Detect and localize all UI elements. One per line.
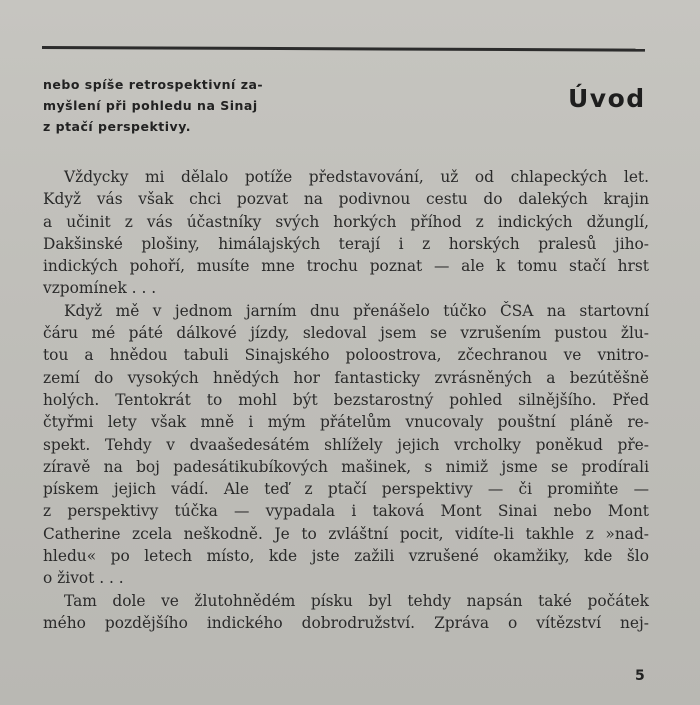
text-line: Když mě v jednom jarním dnu přenášelo túčko ČSA na startovní (64, 301, 649, 320)
text-line: Dakšinské plošiny, himálajských terají i z horských pralesů jiho- (43, 234, 649, 253)
text-line: Catherine zcela neškodně. Je to zvláštní pocit, vidíte-li takhle z »nad- (43, 524, 649, 543)
text-line: Tam dole ve žlutohnědém písku byl tehdy napsán také počátek (64, 591, 649, 610)
text-line: zemí do vysokých hnědých hor fantasticky zvrásněných a bezútěšně (43, 368, 649, 387)
text-line: spekt. Tehdy v dvaašedesátém shlížely jejich vrcholky poněkud pře- (43, 435, 649, 454)
paragraph (43, 590, 649, 635)
text-line: čáru mé páté dálkové jízdy, sledoval jsem se vzrušením pustou žlu- (43, 324, 649, 343)
top-rule (42, 46, 645, 52)
text-line: čtyřmi lety však mně i mým přátelům vnucovaly pouštní pláně re- (43, 413, 649, 432)
page-number: 5 (635, 668, 645, 684)
chapter-subtitle (43, 74, 303, 137)
text-line: Vždycky mi dělalo potíže představování, už od chlapeckých let. (64, 168, 649, 186)
text-line: indických pohoří, musíte mne trochu poznat — ale k tomu stačí hrst (43, 257, 649, 276)
text-line: pískem jejich vádí. Ale teď z ptačí perspektivy — či promiňte — (43, 480, 649, 499)
subtitle-line: z ptačí perspektivy. (43, 119, 191, 134)
subtitle-line: myšlení při pohledu na Sinaj (43, 98, 258, 113)
text-line: vzpomínek . . . (43, 279, 157, 298)
chapter-title: Úvod (568, 84, 646, 113)
subtitle-line: nebo spíše retrospektivní za- (43, 77, 264, 92)
text-line: hledu« po letech místo, kde jste zažili vzrušené okamžiky, kde šlo (43, 547, 649, 566)
text-line: tou a hnědou tabuli Sinajského poloostrova, zčechranou ve vnitro- (43, 346, 649, 365)
body-text (43, 166, 649, 634)
paragraph (43, 300, 649, 590)
text-line: a učinit z vás účastníky svých horkých příhod z indických džunglí, (43, 212, 649, 231)
text-line: z perspektivy túčka — vypadala i taková Mont Sinai nebo Mont (43, 502, 649, 521)
paragraph (43, 166, 649, 300)
text-line: zíravě na boj padesátikubíkových mašinek, s nimiž jsme se prodírali (43, 457, 649, 476)
text-line: holých. Tentokrát to mohl být bezstarostný pohled silnějšího. Před (43, 390, 649, 409)
text-line: mého pozdějšího indického dobrodružství. Zpráva o vítězství nej- (43, 613, 649, 632)
text-line: Když vás však chci pozvat na podivnou cestu do dalekých krajin (43, 190, 649, 209)
text-line: o život . . . (43, 569, 124, 588)
